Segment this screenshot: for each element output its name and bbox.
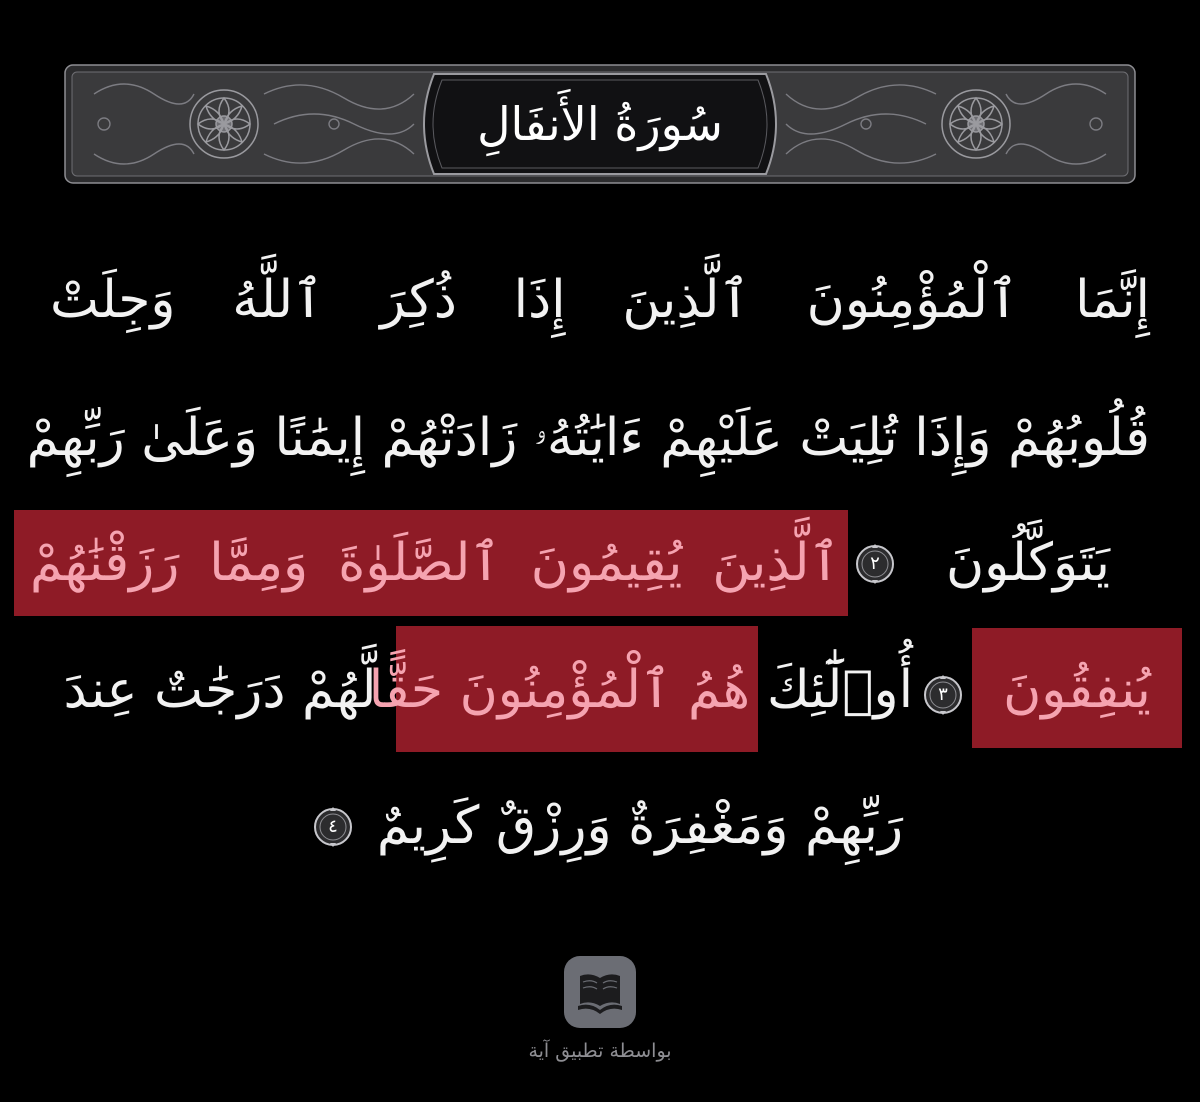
ayah-marker-4	[312, 806, 354, 848]
ayah-number-3: ٣	[938, 684, 948, 705]
verse-line-2[interactable]: قُلُوبُهُمْ وَإِذَا تُلِيَتْ عَلَيْهِمْ ءَايَٰتُهُۥ زَادَتْهُمْ إِيمَٰنًا وَعَلَىٰ رَبِّهِمْ	[26, 408, 1150, 468]
ayah-number-2: ٢	[870, 553, 880, 574]
app-logo[interactable]	[564, 956, 636, 1028]
highlighted-verse-text-1[interactable]: ٱلَّذِينَ يُقِيمُونَ ٱلصَّلَوٰةَ وَمِمَّا رَزَقْنَٰهُمْ	[30, 533, 840, 593]
ayah-number-4: ٤	[328, 816, 338, 837]
app-attribution: بواسطة تطبيق آية	[528, 1040, 672, 1062]
verse-line-3-end[interactable]: يَتَوَكَّلُونَ	[945, 533, 1111, 593]
verse-line-5[interactable]: رَبِّهِمْ وَمَغْفِرَةٌ وَرِزْقٌ كَرِيمٌ	[376, 796, 904, 856]
quran-book-icon	[576, 970, 624, 1014]
highlighted-verse-text-3[interactable]: هُمُ ٱلْمُؤْمِنُونَ حَقًّا	[368, 660, 750, 720]
ayah-marker-3	[922, 674, 964, 716]
highlighted-verse-text-2[interactable]: يُنفِقُونَ	[1003, 660, 1151, 720]
verse-line-4-start[interactable]: لَّهُمْ دَرَجَٰتٌ عِندَ	[63, 660, 377, 720]
verse-line-4-middle[interactable]: أُو۟لَٰٓئِكَ	[766, 660, 914, 720]
ayah-marker-2	[854, 543, 896, 585]
surah-title: سُورَةُ الأَنفَالِ	[477, 97, 723, 151]
verse-line-1[interactable]: إِنَّمَا ٱلْمُؤْمِنُونَ ٱلَّذِينَ إِذَا ذُكِرَ ٱللَّهُ وَجِلَتْ	[50, 270, 1150, 330]
